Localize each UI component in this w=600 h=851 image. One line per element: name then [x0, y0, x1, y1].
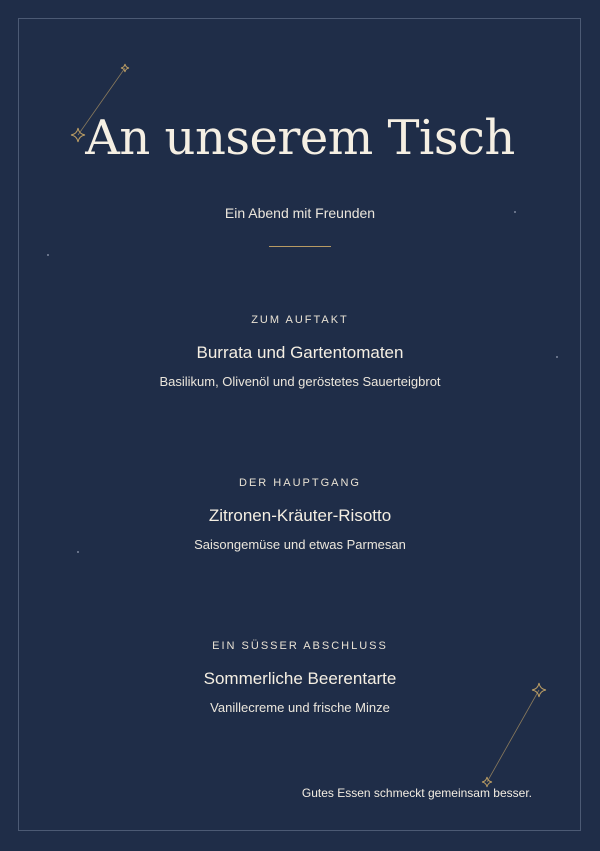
course-dish: Burrata und Gartentomaten [196, 343, 404, 362]
course-dish: Zitronen-Kräuter-Risotto [208, 506, 392, 525]
course-dessert [0, 638, 600, 717]
page-subtitle: Ein Abend mit Freunden [224, 205, 376, 221]
tiny-star-dot [47, 254, 49, 256]
course-label: ZUM AUFTAKT [251, 314, 349, 326]
course-label: EIN SÜSSER ABSCHLUSS [212, 640, 388, 652]
course-starter [0, 312, 600, 391]
course-description: Vanillecreme und frische Minze [210, 700, 390, 715]
course-label: DER HAUPTGANG [239, 477, 361, 489]
course-description: Basilikum, Olivenöl und geröstetes Sauerteigbrot [159, 374, 441, 389]
footer-tagline: Gutes Essen schmeckt gemeinsam besser. [301, 786, 532, 800]
course-dish: Sommerliche Beerentarte [203, 669, 397, 688]
gold-divider [269, 246, 331, 247]
course-main [0, 475, 600, 554]
page-title: An unserem Tisch [85, 110, 515, 166]
course-description: Saisongemüse und etwas Parmesan [194, 537, 406, 552]
